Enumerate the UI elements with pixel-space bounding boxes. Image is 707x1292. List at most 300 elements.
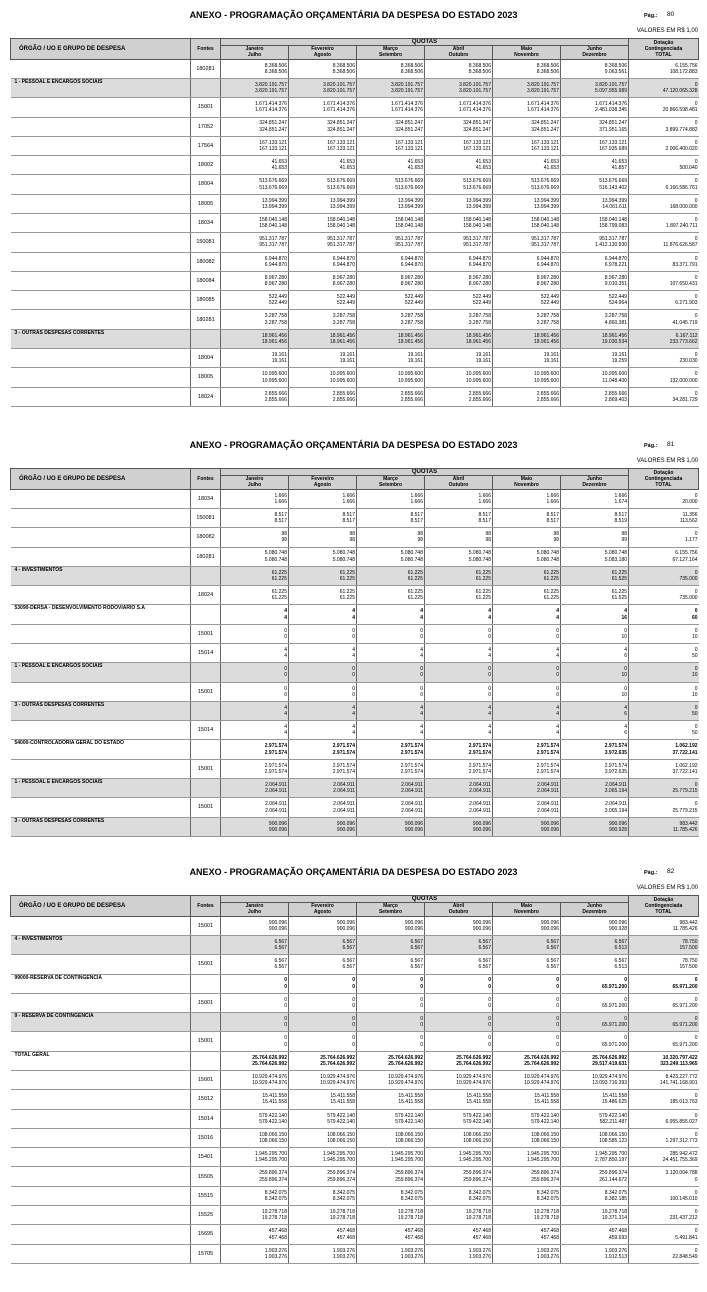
value: 4 [556,608,559,615]
value: 8.517 [274,518,287,525]
value: 0 [694,608,698,615]
quota-cell [493,233,561,252]
value: 4 [556,730,559,737]
value: 3.287.758 [400,319,423,326]
value: 18.961.456 [329,332,355,339]
row-label [11,291,191,310]
value: 4 [284,614,287,621]
quota-cell [425,98,493,117]
value: 18.961.456 [465,338,491,345]
quota-cell [493,508,561,527]
total-cell [629,663,699,682]
value: 108.066.150 [395,1138,423,1145]
value: 4 [488,711,491,718]
value: 6.155.756 [675,62,698,69]
quota-cell [561,955,629,974]
value: 15.411.558 [330,1093,355,1100]
value: 78.750 [682,958,698,965]
value: 579.422.140 [327,1118,355,1125]
quota-cell [425,117,493,136]
quota-cell [561,349,629,368]
source-row [11,643,699,662]
value: 2.064.911 [537,788,559,795]
value: 13.994.399 [397,197,423,204]
quota-cell [561,566,629,585]
value: 108.066.150 [259,1138,287,1145]
quota-cell [561,98,629,117]
row-label [11,368,191,387]
value: 10.929.474.976 [524,1073,559,1080]
quota-cell [493,489,561,508]
fonte-code: 18004 [191,175,221,194]
value: 1.062.192 [675,762,698,769]
quota-cell [425,59,493,78]
row-label: 99000-RESERVA DE CONTINGÊNCIA [11,974,191,993]
fonte-code: 15695 [191,1225,221,1244]
month-first-half: Maio [520,476,533,483]
quota-cell [289,624,357,643]
value: 19.278.718 [465,1215,491,1222]
value: 3.820.191.757 [323,81,355,88]
value: 0 [352,1002,355,1009]
value: 158.040.148 [531,216,559,223]
quota-cell [357,271,425,290]
total-cell [629,528,699,547]
quota-cell [493,310,561,329]
value: 0 [556,1035,559,1042]
row-label: 1 - PESSOAL E ENCARGOS SOCIAIS [11,779,191,798]
value: 0 [420,672,423,679]
value: 2.971.574 [468,743,491,750]
quota-cell [425,349,493,368]
value: 10.995.600 [261,377,287,384]
quota-cell [425,1109,493,1128]
value: 457.468 [268,1228,287,1235]
quota-cell [289,916,357,935]
value: 13.994.399 [329,197,355,204]
quota-cell [221,1090,289,1109]
expense-group-row [11,817,699,836]
value: 6.567 [478,938,491,945]
value: 0 [694,704,698,711]
quota-cell [289,528,357,547]
value: 1.903.276 [400,1247,423,1254]
value: 4 [556,653,559,660]
value: 522.449 [540,294,559,301]
column-header-month [357,46,425,59]
value: 108.066.150 [531,1131,559,1138]
value: 4 [556,724,559,731]
value: 2.855.666 [264,396,287,403]
quota-cell [289,663,357,682]
value: 98 [349,531,355,538]
value: 1.666 [546,492,559,499]
quota-cell [493,98,561,117]
quota-cell [357,605,425,624]
quota-cell [221,1109,289,1128]
value: 37.722.141 [672,749,698,756]
quota-cell [425,1148,493,1167]
value: 25.764.626.992 [524,1060,559,1067]
total-cell [629,368,699,387]
quota-cell [357,643,425,662]
value: 19.278.718 [397,1209,423,1216]
value: 15.411.558 [398,1093,423,1100]
total-cell [629,740,699,759]
total-cell [629,624,699,643]
value: 900.096 [404,826,423,833]
value: 2.855.666 [536,390,559,397]
value: 900.096 [472,925,491,932]
row-label [11,547,191,566]
value: 2.064.911 [333,788,355,795]
budget-table [10,895,699,1264]
value: 13.994.399 [261,203,287,210]
value: 4 [420,614,423,621]
quota-cell [289,233,357,252]
column-header-org: ÓRGÃO / UO E GRUPO DE DESPESA [11,39,191,60]
row-label [11,508,191,527]
quota-cell [221,136,289,155]
value: 2.006.400.020 [665,145,698,152]
value: 67.127.164 [672,556,698,563]
value: 16 [621,614,628,621]
fonte-code: 15401 [191,1148,221,1167]
value: 98 [553,531,559,538]
value: 4 [488,704,491,711]
value: 951.317.787 [327,242,355,249]
quota-cell [221,233,289,252]
value: 522.449 [404,300,423,307]
column-header-month [493,476,561,489]
quota-cell [425,175,493,194]
value: 3.820.191.757 [527,88,559,95]
quota-cell [289,156,357,175]
total-cell [629,798,699,817]
value: 0 [284,627,287,634]
value: 98 [417,531,423,538]
source-row [11,59,699,78]
quota-cell [561,136,629,155]
value: 513.676.669 [327,178,355,185]
value: 41.653 [407,165,423,172]
quota-cell [561,1109,629,1128]
value: 513.676.669 [531,178,559,185]
value: 522.449 [540,300,559,307]
quota-cell [561,1032,629,1051]
page-number-label: Pág.: [644,870,658,876]
total-cell [629,1148,699,1167]
source-row [11,1032,699,1051]
quota-cell [425,1225,493,1244]
value: 1.671.414.376 [255,107,287,114]
value: 3.820.191.757 [527,81,559,88]
value: 0 [420,685,423,692]
value: 8.517 [342,511,355,518]
value: 4 [420,711,423,718]
total-cell [629,605,699,624]
value: 0 [694,178,698,185]
value: 1.945.295.700 [459,1157,491,1164]
quota-cell [221,156,289,175]
value: 0 [694,255,698,262]
value: 0 [556,996,559,1003]
quota-cell [289,682,357,701]
quota-cell [425,1128,493,1147]
value: 11.785.426 [672,826,698,833]
value: 2.855.666 [332,390,355,397]
value: 19.278.718 [533,1209,559,1216]
value: 2.971.574 [264,762,287,769]
row-label [11,1032,191,1051]
value: 6.567 [546,938,559,945]
value: 8.342.075 [604,1189,628,1196]
value: 8.517 [410,518,423,525]
value: 61.225 [611,569,628,576]
value: 579.422.140 [327,1112,355,1119]
fonte-code: 15014 [191,721,221,740]
value: 2.064.911 [537,801,559,808]
value: 1.903.276 [332,1247,355,1254]
value: 2.481.038.345 [595,107,628,114]
value: 579.422.140 [531,1118,559,1125]
value: 22.848.549 [672,1253,698,1260]
value: 2.064.911 [537,807,559,814]
page-title: ANEXO - PROGRAMAÇÃO ORÇAMENTÁRIA DA DESPESA DO ESTADO 2023 [189,10,518,20]
value: 1.903.276 [468,1247,491,1254]
source-row [11,759,699,778]
value: 6.167.112 [675,332,698,339]
value: 61.225 [339,589,355,596]
value: 41.653 [543,159,559,166]
value: 6.944.870 [468,261,491,268]
value: 6.567 [274,938,287,945]
row-label [11,993,191,1012]
value: 513.676.669 [259,178,287,185]
total-cell [629,721,699,740]
value: 0 [284,983,287,990]
month-first-half: Abril [452,46,465,53]
value: 4 [488,646,491,653]
fonte-code: 15001 [191,955,221,974]
quota-cell [221,387,289,406]
value: 0 [694,1035,698,1042]
month-second-half: Novembro [514,482,539,489]
quota-cell [357,136,425,155]
quota-cell [493,701,561,720]
month-second-half: Outubro [448,52,469,59]
value: 13.994.399 [329,203,355,210]
value: 457.468 [540,1234,559,1241]
value: 158.040.148 [463,216,491,223]
quota-cell [425,1013,493,1032]
value: 1.297.312.773 [665,1138,698,1145]
quota-cell [357,528,425,547]
quota-cell [493,1244,561,1263]
source-row [11,156,699,175]
value: 0 [284,1022,287,1029]
total-cell [629,1244,699,1263]
row-label [11,1167,191,1186]
value: 10.929.474.976 [252,1073,287,1080]
value: 185.013.763 [669,1099,698,1106]
quota-cell [221,1070,289,1089]
quota-cell [289,117,357,136]
month-first-half: Junho [587,46,602,53]
expense-group-row [11,329,699,348]
fonte-code: 180281 [191,59,221,78]
source-row [11,213,699,232]
value: 13.093.716.393 [592,1080,628,1087]
value: 4 [556,646,559,653]
quota-cell [289,291,357,310]
source-row [11,252,699,271]
source-row [11,508,699,527]
value: 4 [624,704,628,711]
quota-cell [493,779,561,798]
value: 10.995.600 [533,371,559,378]
value: 1.666 [478,498,491,505]
quota-cell [493,528,561,547]
month-second-half: Agosto [313,909,332,916]
value: 8.517 [410,511,423,518]
value: 158.040.148 [599,216,628,223]
value: 5.080.748 [332,550,355,557]
fonte-code: 180281 [191,547,221,566]
value: 2.855.666 [604,390,628,397]
quota-cell [493,624,561,643]
value: 141.741.168.901 [659,1080,698,1087]
value: 2.971.574 [536,768,559,775]
month-first-half: Maio [520,46,533,53]
quota-cell [561,233,629,252]
row-label [11,586,191,605]
value: 4 [420,646,423,653]
value: 0 [556,983,559,990]
quota-cell [357,1109,425,1128]
value: 0 [694,685,698,692]
fonte-code: 15001 [191,993,221,1012]
value: 167.133.121 [395,145,423,152]
value: 951.317.787 [259,236,287,243]
value: 61.225 [475,575,491,582]
value: 41.653 [475,159,491,166]
source-row [11,624,699,643]
fonte-code [191,740,221,759]
value: 8.967.280 [400,274,423,281]
value: 6.567 [342,964,355,971]
value: 6.155.756 [675,550,698,557]
value: 8.967.280 [332,274,355,281]
value: 15.411.558 [466,1093,491,1100]
value: 0 [694,1112,698,1119]
value: 900.096 [404,919,423,926]
value: 1.897.240.711 [665,223,698,230]
value: 8.342.075 [536,1195,559,1202]
quota-cell [289,721,357,740]
value: 19.161 [475,358,491,365]
fonte-code: 17564 [191,136,221,155]
row-label [11,624,191,643]
quota-cell [425,310,493,329]
value: 4 [284,704,287,711]
total-cell [629,1051,699,1070]
fonte-code: 180084 [191,271,221,290]
quota-cell [221,98,289,117]
value: 8.342.075 [400,1195,423,1202]
value: 513.676.669 [599,178,628,185]
value: 41.653 [407,159,423,166]
value: 457.468 [540,1228,559,1235]
month-first-half: Fevereiro [311,903,334,910]
column-header-month [493,903,561,916]
value: 19.371.314 [601,1215,628,1222]
value: 61.225 [543,589,559,596]
value: 0 [420,1041,423,1048]
value: 4 [284,653,287,660]
quota-cell [493,974,561,993]
quota-cell [561,175,629,194]
total-cell [629,59,699,78]
source-row [11,1244,699,1263]
value: 951.317.787 [463,236,491,243]
value: 8.517 [546,511,559,518]
value: 5.080.748 [468,556,491,563]
value: 0 [694,996,698,1003]
total-cell [629,508,699,527]
value: 2.064.911 [401,788,423,795]
values-unit-note: VALORES EM R$ 1,00 [636,885,698,891]
total-cell [629,566,699,585]
value: 10.929.474.976 [456,1080,491,1087]
quota-cell [357,721,425,740]
quota-cell [425,916,493,935]
fonte-code: 18002 [191,156,221,175]
value: 15.411.558 [602,1093,628,1100]
value: 18.961.456 [533,332,559,339]
page-title: ANEXO - PROGRAMAÇÃO ORÇAMENTÁRIA DA DESPESA DO ESTADO 2023 [189,440,518,450]
value: 324.851.247 [327,126,355,133]
value: 11.876.626.587 [663,242,698,249]
fonte-code: 18004 [191,349,221,368]
quota-cell [221,1128,289,1147]
quota-cell [493,252,561,271]
month-second-half: Dezembro [582,52,607,59]
source-row [11,368,699,387]
quota-cell [357,508,425,527]
value: 259.896.374 [259,1176,287,1183]
quota-cell [493,586,561,605]
fonte-code: 180082 [191,252,221,271]
value: 167.133.121 [463,145,491,152]
value: 107.650.431 [669,281,698,288]
quota-cell [289,547,357,566]
value: 2.064.911 [401,807,423,814]
value: 582.211.487 [599,1118,628,1125]
value: 6 [624,653,628,660]
quota-cell [357,993,425,1012]
value: 108.066.150 [463,1138,491,1145]
value: 6.567 [614,938,628,945]
value: 0 [556,627,559,634]
quota-cell [425,508,493,527]
value: 18.961.456 [533,338,559,345]
value: 0 [694,1016,698,1023]
value: 10.929.474.976 [524,1080,559,1087]
quota-cell [561,1225,629,1244]
fonte-code [191,566,221,585]
value: 18.961.456 [261,338,287,345]
